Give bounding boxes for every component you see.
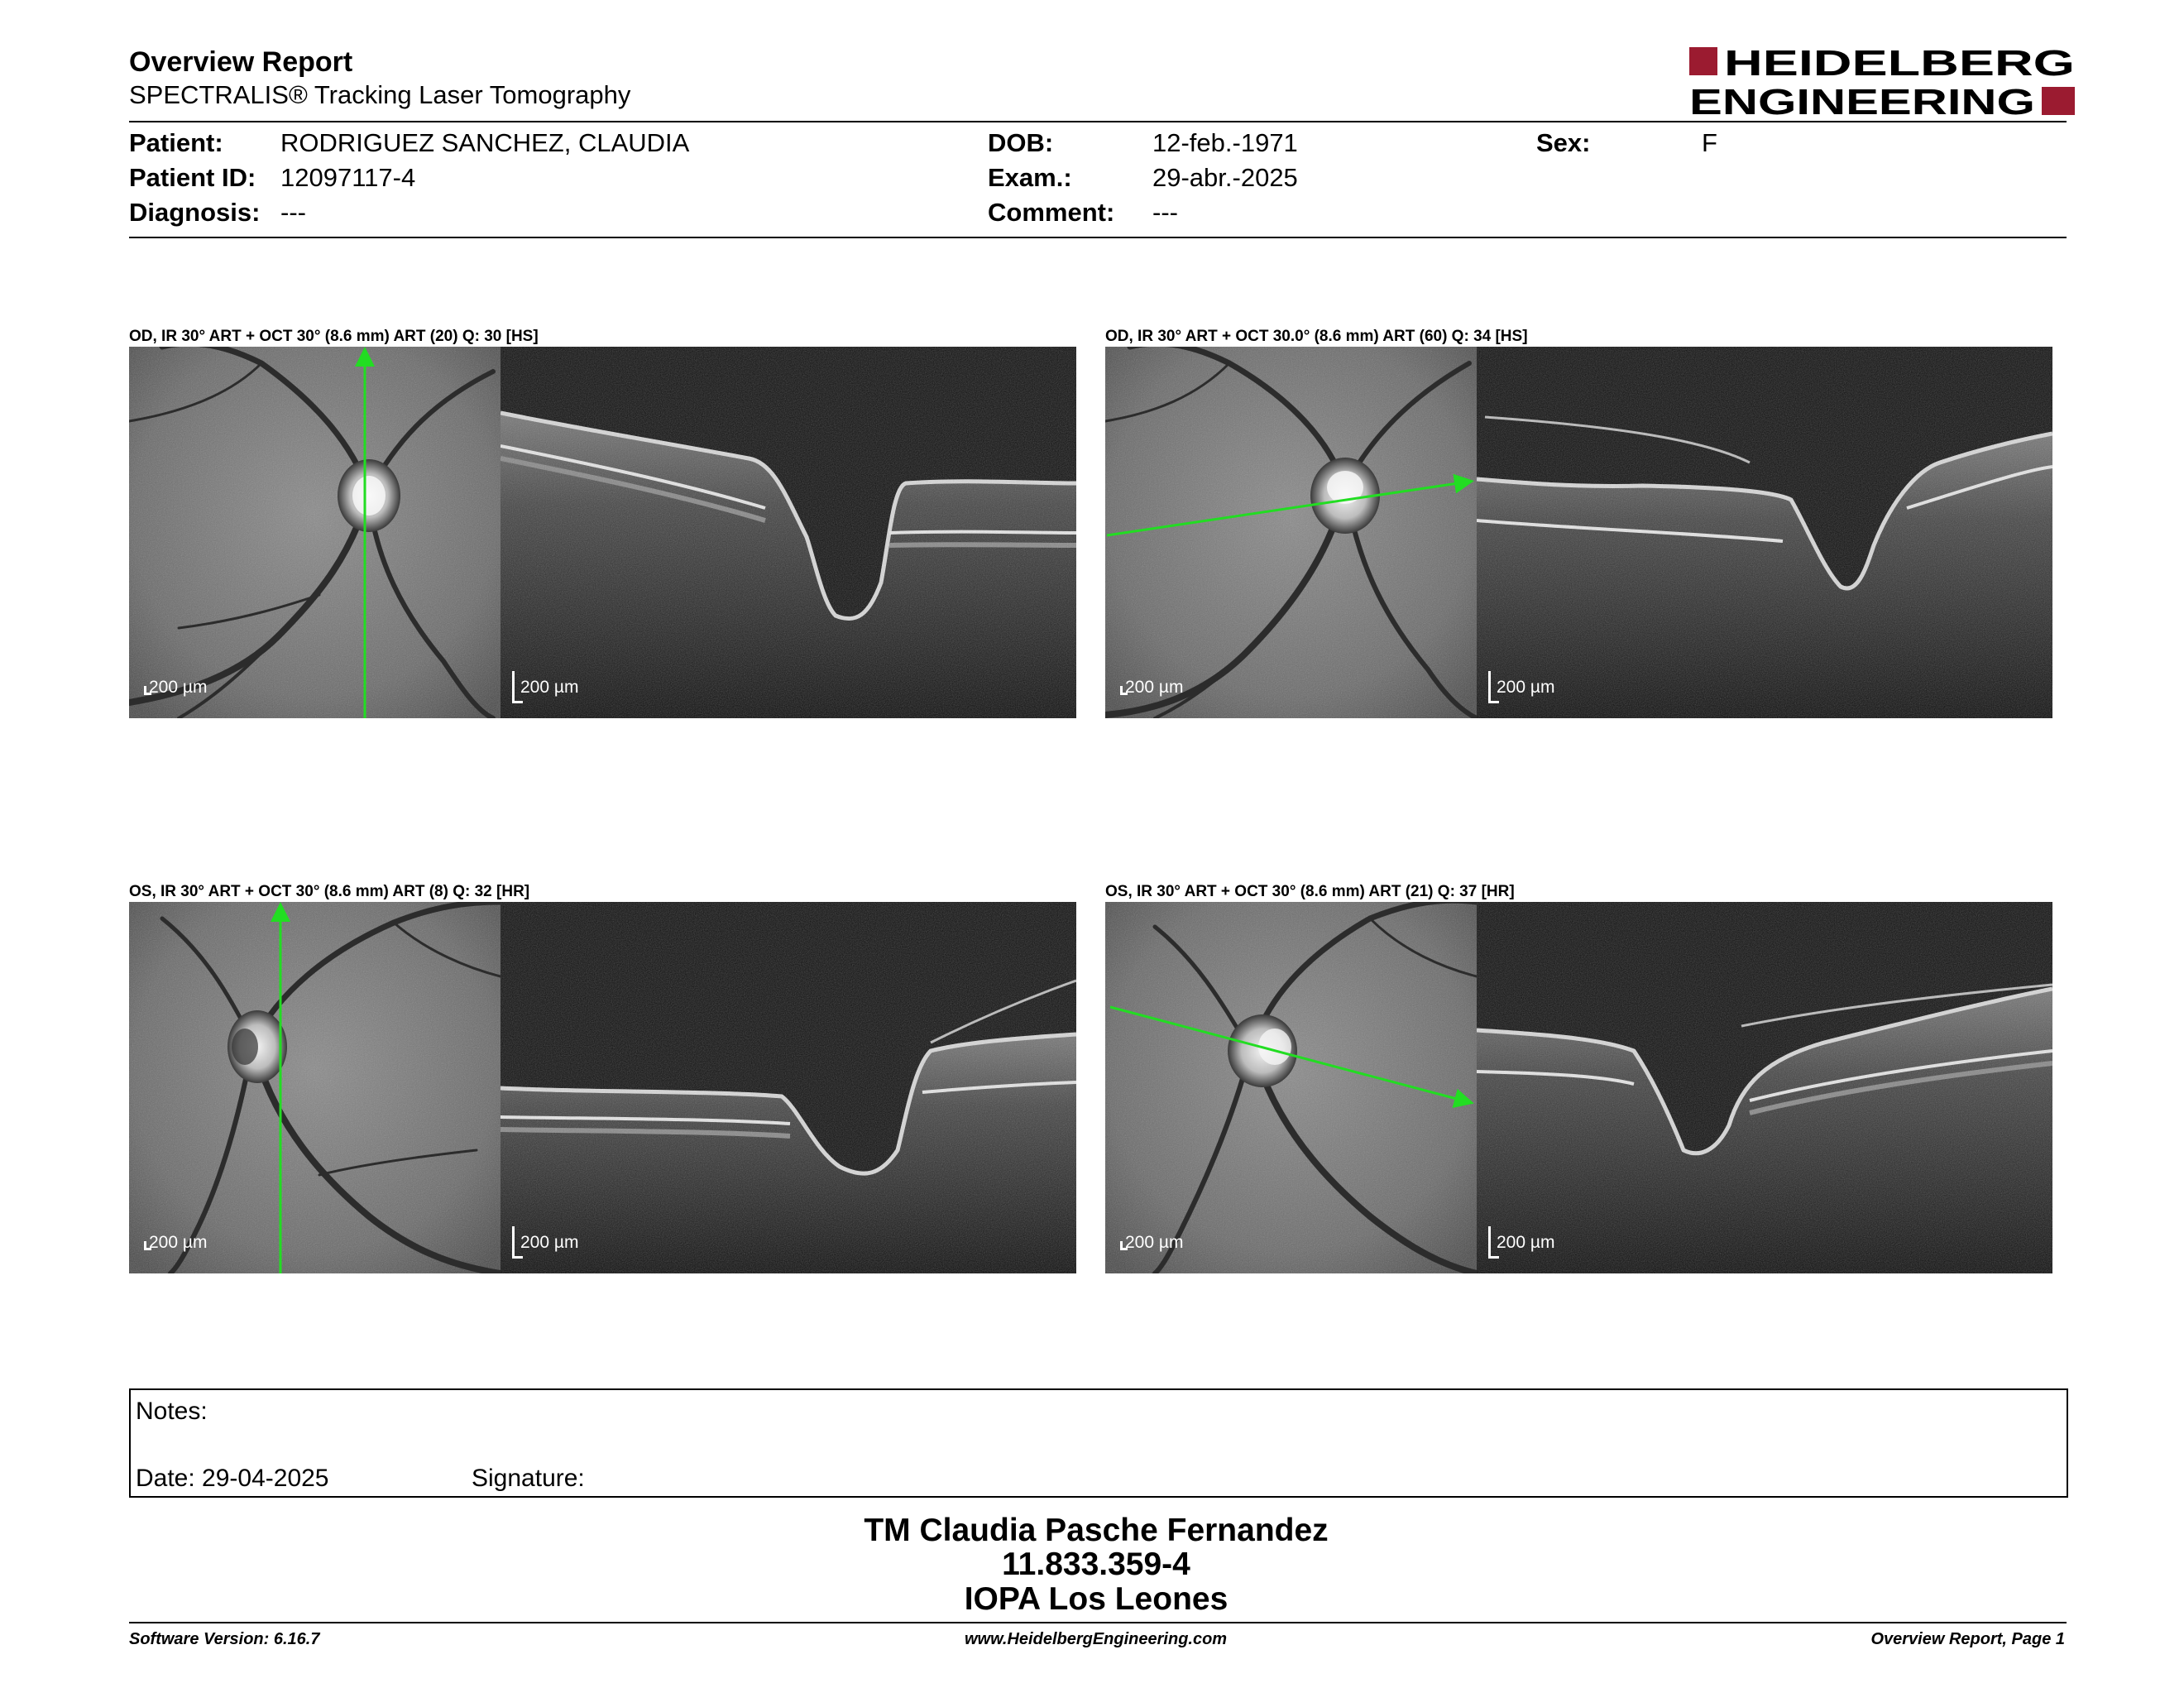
website-link[interactable]: www.HeidelbergEngineering.com (965, 1630, 1228, 1648)
logo-text-line2: ENGINEERING (1689, 82, 2035, 119)
logo-square-bottom (2042, 87, 2075, 115)
comment-value: --- (1152, 198, 1178, 227)
dob-label: DOB: (988, 128, 1054, 157)
scan-3-oct-bscan[interactable] (500, 902, 1076, 1273)
page-number: Overview Report, Page 1 (1870, 1630, 2065, 1648)
scan-4-ir-image[interactable] (1105, 902, 1477, 1273)
patient-id-label: Patient ID: (129, 163, 256, 192)
patient-id: 12097117-4 (280, 163, 416, 192)
exam-label: Exam.: (988, 163, 1072, 192)
scan-4-oct-bscan[interactable] (1477, 902, 2052, 1273)
header-divider-bottom (129, 237, 2067, 238)
scan-1-title: OD, IR 30° ART + OCT 30° (8.6 mm) ART (20) Q: 30 [HS] (129, 328, 539, 345)
comment-label: Comment: (988, 198, 1115, 227)
date-label: Date: 29-04-2025 (136, 1465, 329, 1492)
stamp-id: 11.833.359-4 (1002, 1547, 1190, 1582)
footer-divider (129, 1622, 2067, 1623)
scan-2-title: OD, IR 30° ART + OCT 30.0° (8.6 mm) ART (60) Q: 34 [HS] (1105, 328, 1528, 345)
signature-label: Signature: (472, 1465, 585, 1492)
software-version: Software Version: 6.16.7 (129, 1630, 320, 1648)
stamp-institution: IOPA Los Leones (964, 1581, 1228, 1617)
header-divider-top (129, 121, 2067, 122)
scan-3-ir-image[interactable] (129, 902, 500, 1273)
logo-square-top (1689, 47, 1717, 75)
patient-label: Patient: (129, 128, 223, 157)
scan-2-ir-scale-label: 200 µm (1125, 678, 1184, 697)
scan-1-ir-image[interactable] (129, 347, 500, 718)
notes-box[interactable] (129, 1388, 2068, 1498)
scan-1-oct-bscan[interactable] (500, 347, 1076, 718)
scan-1-ir-scale-label: 200 µm (149, 678, 208, 697)
patient-name: RODRIGUEZ SANCHEZ, CLAUDIA (280, 128, 690, 157)
sex-value: F (1702, 128, 1717, 157)
heidelberg-logo (1689, 45, 2075, 119)
scan-1-oct-scale-label: 200 µm (520, 678, 579, 697)
scan-2-oct-scale-label: 200 µm (1497, 678, 1555, 697)
scan-4-ir-scale-label: 200 µm (1125, 1233, 1184, 1252)
diagnosis-label: Diagnosis: (129, 198, 261, 227)
sex-label: Sex: (1536, 128, 1591, 157)
scan-3-title: OS, IR 30° ART + OCT 30° (8.6 mm) ART (8) Q: 32 [HR] (129, 883, 530, 900)
diagnosis-value: --- (280, 198, 306, 227)
scan-4-oct-scale-label: 200 µm (1497, 1233, 1555, 1252)
scan-2-oct-bscan[interactable] (1477, 347, 2052, 718)
report-subtitle: SPECTRALIS® Tracking Laser Tomography (129, 80, 631, 109)
logo-text-line1: HEIDELBERG (1724, 45, 2075, 84)
report-title: Overview Report (129, 46, 353, 78)
scan-2-ir-image[interactable] (1105, 347, 1477, 718)
scan-3-oct-scale-label: 200 µm (520, 1233, 579, 1252)
stamp-name: TM Claudia Pasche Fernandez (864, 1513, 1329, 1548)
dob-value: 12-feb.-1971 (1152, 128, 1298, 157)
notes-label: Notes: (136, 1398, 208, 1425)
scan-4-title: OS, IR 30° ART + OCT 30° (8.6 mm) ART (21) Q: 37 [HR] (1105, 883, 1515, 900)
scan-3-ir-scale-label: 200 µm (149, 1233, 208, 1252)
exam-value: 29-abr.-2025 (1152, 163, 1298, 192)
